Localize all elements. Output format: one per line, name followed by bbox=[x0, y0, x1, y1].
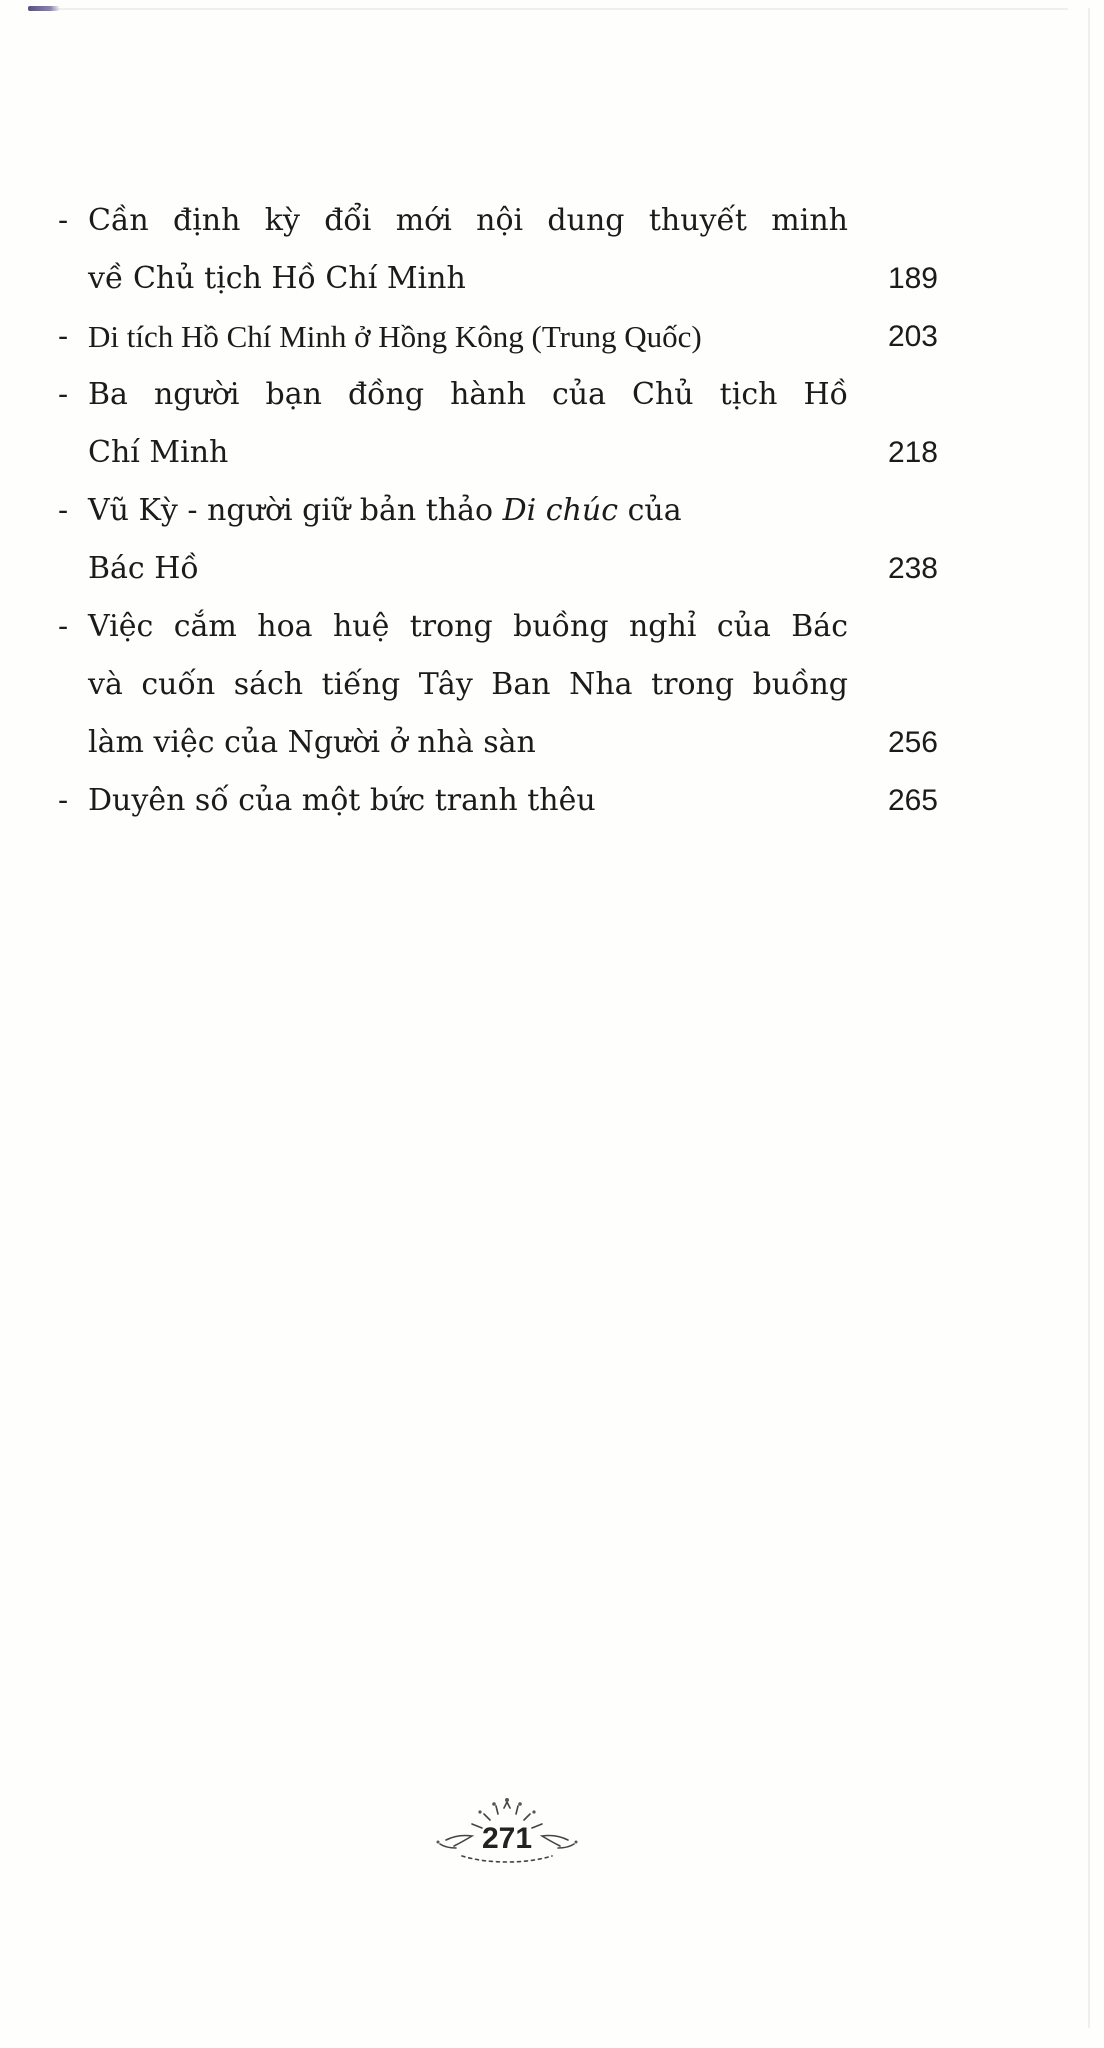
entry-line bbox=[88, 656, 938, 714]
entry-title-line: và cuốn sách tiếng Tây Ban Nha trong buồng bbox=[88, 667, 848, 702]
entry-line bbox=[88, 192, 938, 250]
page-right-edge bbox=[1088, 8, 1090, 2028]
entry-title-prefix: Vũ Kỳ - người giữ bản thảo bbox=[88, 493, 503, 528]
entry-page-number: 256 bbox=[887, 726, 938, 759]
entry-title-line: Bác Hồ bbox=[88, 551, 199, 586]
entry-title-line: Cần định kỳ đổi mới nội dung thuyết minh bbox=[88, 203, 848, 238]
entry-page-number: 238 bbox=[887, 552, 938, 585]
entry-dash: - bbox=[58, 783, 69, 818]
entry-title-line: Việc cắm hoa huệ trong buồng nghỉ của Bác bbox=[88, 609, 848, 644]
entry-dash: - bbox=[58, 609, 69, 644]
entry-title-line bbox=[88, 482, 682, 540]
toc-entry bbox=[58, 598, 938, 772]
entry-dash: - bbox=[58, 203, 69, 238]
entry-dash: - bbox=[58, 493, 69, 528]
entry-page-number: 218 bbox=[887, 436, 938, 469]
entry-title-italic: Di chúc bbox=[502, 493, 619, 528]
entry-title-suffix: của bbox=[618, 493, 682, 528]
entry-page-number: 265 bbox=[887, 784, 938, 817]
entry-title-line: về Chủ tịch Hồ Chí Minh bbox=[88, 261, 466, 296]
entry-title-line: làm việc của Người ở nhà sàn bbox=[88, 725, 536, 760]
page-number: 271 bbox=[481, 1822, 533, 1855]
entry-title-line: Di tích Hồ Chí Minh ở Hồng Kông (Trung Quốc) bbox=[88, 319, 702, 354]
table-of-contents bbox=[58, 192, 938, 830]
toc-entry bbox=[58, 192, 938, 308]
entry-line bbox=[88, 772, 938, 830]
entry-dash: - bbox=[58, 377, 69, 412]
entry-title-line: Ba người bạn đồng hành của Chủ tịch Hồ bbox=[88, 377, 848, 412]
entry-line bbox=[88, 366, 938, 424]
toc-entry bbox=[58, 366, 938, 482]
page-footer bbox=[432, 1796, 582, 1866]
entry-line bbox=[88, 424, 938, 482]
toc-entry bbox=[58, 482, 938, 598]
entry-page-number: 189 bbox=[887, 262, 938, 295]
corner-ribbon-mark bbox=[28, 6, 60, 11]
entry-title-line: Duyên số của một bức tranh thêu bbox=[88, 783, 596, 818]
entry-page-number: 203 bbox=[887, 320, 938, 353]
toc-entry bbox=[58, 308, 938, 366]
entry-line bbox=[88, 482, 938, 540]
entry-line bbox=[88, 540, 938, 598]
toc-entry bbox=[58, 772, 938, 830]
entry-line bbox=[88, 598, 938, 656]
page-top-edge bbox=[28, 8, 1068, 10]
entry-dash: - bbox=[58, 319, 69, 354]
entry-line bbox=[88, 714, 938, 772]
entry-title-line: Chí Minh bbox=[88, 435, 229, 470]
entry-line bbox=[88, 308, 938, 366]
entry-line bbox=[88, 250, 938, 308]
